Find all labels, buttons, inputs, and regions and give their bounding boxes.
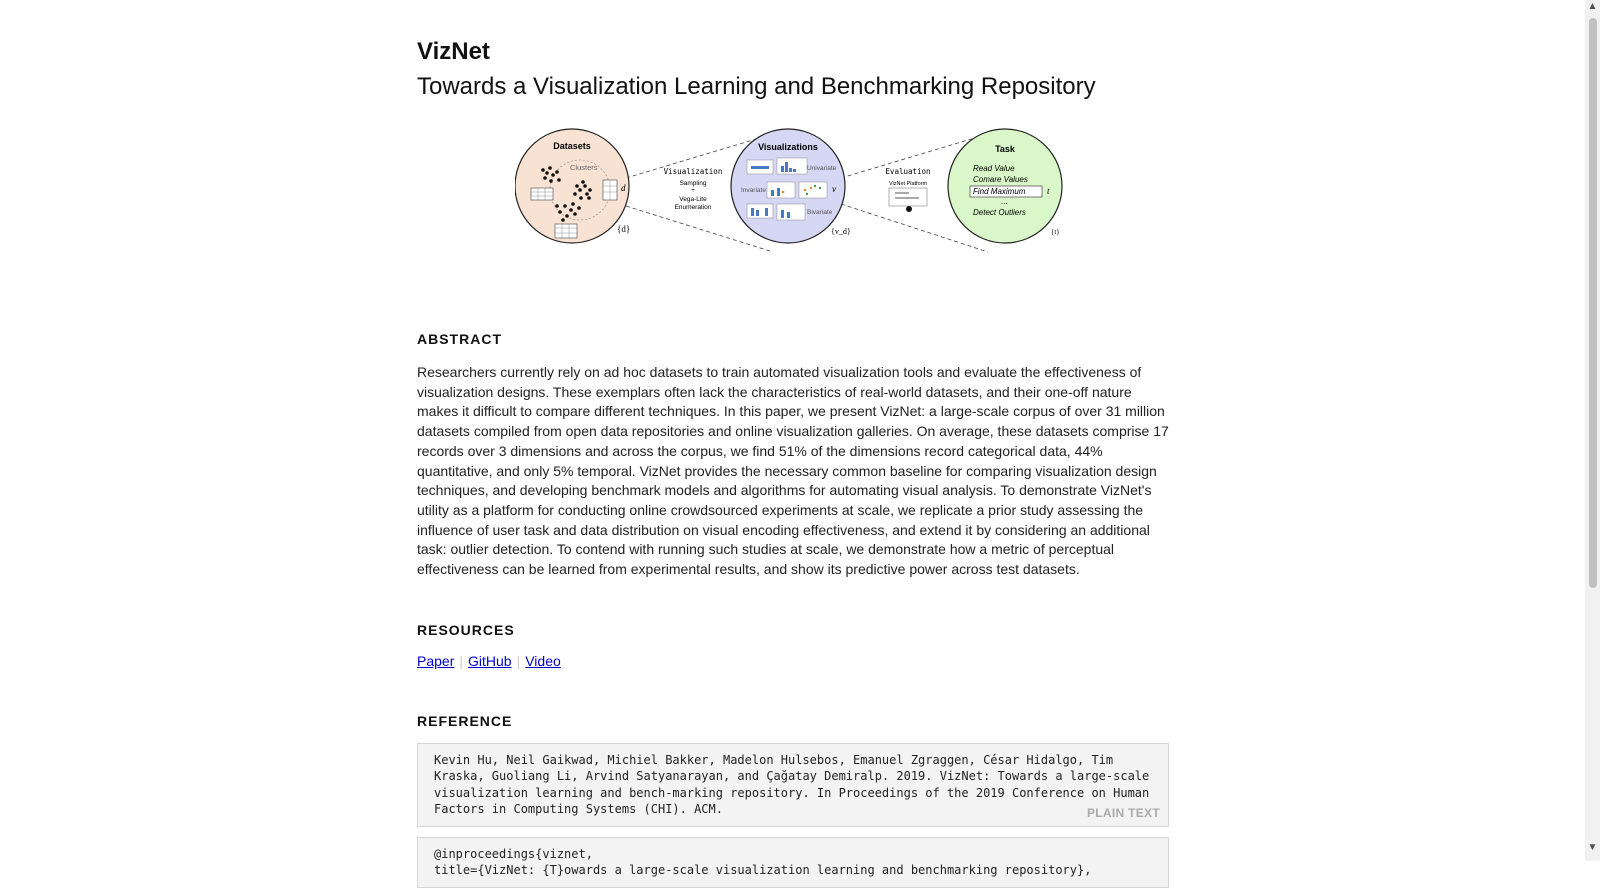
invariate-label: Invariate [741,187,766,194]
scroll-up-arrow-icon[interactable]: ▲ [1587,1,1598,12]
task-item: Comare Values [973,175,1028,184]
task-item: Find Maximum [973,187,1026,196]
video-link[interactable]: Video [525,652,561,669]
task-item: Read Value [973,164,1015,173]
visualization-process-label: Visualization [663,167,723,176]
univariate-label: Univariate [807,165,837,172]
t-set-label: {t} [1051,228,1060,236]
task-item: Detect Outliers [973,208,1026,217]
page-subtitle: Towards a Visualization Learning and Benchmarking Repository [417,73,1096,100]
plain-text-tag: PLAIN TEXT [1086,806,1160,821]
task-item: ... [1001,197,1008,206]
bibtex-line: @inproceedings{viznet, [434,846,593,861]
plus-label: + [691,187,695,194]
bibtex-line: title={VizNet: {T}owards a large-scale visualization learning and benchmarking repository}, [434,863,1092,878]
bivariate-label: Bivariate [807,209,833,216]
paper-link[interactable]: Paper [417,652,455,669]
resource-links [417,652,1169,670]
plain-text-citation[interactable] [417,743,1169,827]
evaluation-label: Evaluation [885,167,931,176]
pipeline-diagram [515,128,1071,288]
link-separator: | [516,652,521,669]
t-label: t [1047,186,1050,196]
teaser-figure [417,128,1169,288]
page-content [417,0,1169,888]
platform-label: VizNet Platform [888,181,928,187]
resources-heading: RESOURCES [417,621,515,638]
sampling-label: Sampling [679,180,707,187]
bibtex-citation[interactable] [417,837,1169,888]
abstract-heading: ABSTRACT [417,331,502,347]
scroll-thumb[interactable] [1589,18,1597,588]
page-title: VizNet [417,38,490,65]
visualizations-label: Visualizations [758,142,818,152]
github-link[interactable]: GitHub [468,652,512,669]
d-label: d [621,183,626,193]
scroll-down-arrow-icon[interactable]: ▼ [1587,842,1598,853]
datasets-label: Datasets [553,141,591,151]
clusters-label: Clusters [570,163,598,172]
vertical-scrollbar[interactable] [1585,0,1600,861]
v-label: v [832,184,836,194]
task-label: Task [995,144,1015,154]
reference-heading: REFERENCE [417,712,513,729]
link-separator: | [459,652,463,669]
d-set-label: {d} [617,224,631,234]
abstract-text: Researchers currently rely on ad hoc datasets to train automated visualization tools and evaluate the effectiveness of visualization designs. These exemplars often lack the characteristics of real-world datasets, and their one-off nature makes it difficult to compare different techniques. In this paper, we present VizNet: a large-scale corpus of over 31 million datasets compiled from open data repositories and online visualization galleries. On average, these datasets comprise 17 records over 3 dimensions and across the corpus, we find 51% of the dimensions record categorical data, 44% quantitative, and only 5% temporal. VizNet provides the necessary common baseline for comparing visualization design techniques, and developing benchmark models and algorithms for automating visual analysis. To demonstrate VizNet's utility as a platform for conducting online crowdsourced experiments at scale, we replicate a prior study assessing the influence of user task and data distribution on visual encoding effectiveness, and extend it by considering an additional task: outlier detection. To contend with running such studies at scale, we demonstrate how a metric of perceptual effectiveness can be learned from experimental results, and show its predictive power across test datasets. [417,364,1169,578]
vegalite-label: Vega-Lite [679,196,707,203]
vd-set-label: {v_d} [831,227,851,236]
citation-text: Kevin Hu, Neil Gaikwad, Michiel Bakker, Madelon Hulsebos, Emanuel Zgraggen, César Hidalgo, Tim Kraska, Guoliang Li, Arvind Satyanarayan, and Çağatay Demiralp. 2019. VizNet: Towards a large-scale visualization learning and bench-marking repository. In Proceedings of the 2019 Conference on Human Factors in Computing Systems (CHI). ACM. [434,752,1150,817]
enumeration-label: Enumeration [674,204,712,211]
